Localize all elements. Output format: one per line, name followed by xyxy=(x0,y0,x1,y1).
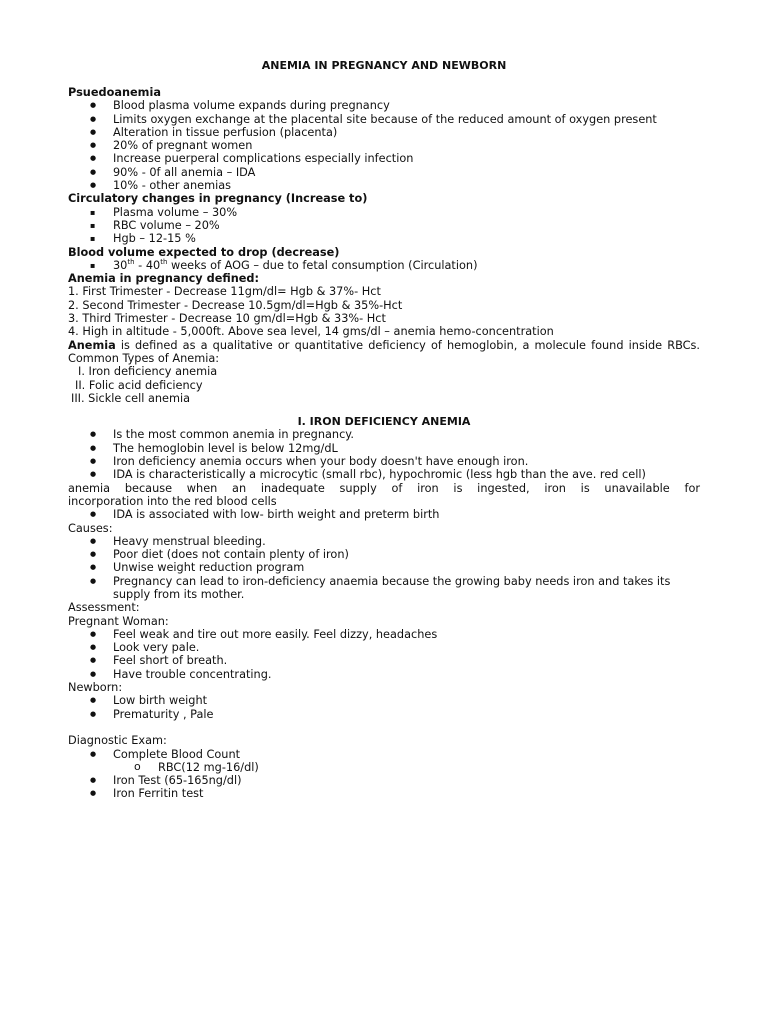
list-item: ▪ Hgb – 12-15 % xyxy=(68,232,700,245)
anemia-type: II. Folic acid deficiency xyxy=(75,378,203,392)
list-item: ● Prematurity , Pale xyxy=(68,708,700,721)
common-types-heading: Common Types of Anemia: xyxy=(68,351,220,365)
newborn-heading: Newborn: xyxy=(68,681,123,695)
list-item: ● Is the most common anemia in pregnancy. xyxy=(68,428,700,441)
altitude-line: 4. High in altitude - 5,000ft. Above sea level, 14 gms/dl – anemia hemo-concentration xyxy=(68,325,554,339)
list-item: ● Iron Ferritin test xyxy=(68,787,700,800)
list-item: ● Increase puerperal complications especially infection xyxy=(68,152,700,165)
list-item: ● Heavy menstrual bleeding. xyxy=(68,535,700,548)
trimester-line: 2. Second Trimester - Decrease 10.5gm/dl=Hgb & 35%-Hct xyxy=(68,298,403,312)
list-item: ● Feel weak and tire out more easily. Feel dizzy, headaches xyxy=(68,628,700,641)
sub-list-item: o RBC(12 mg-16/dl) xyxy=(68,761,700,774)
list-item: ● The hemoglobin level is below 12mg/dL xyxy=(68,442,700,455)
document-title: ANEMIA IN PREGNANCY AND NEWBORN xyxy=(261,59,507,72)
list-item: ● Complete Blood Count xyxy=(68,748,700,761)
list-item: ▪ Plasma volume – 30% xyxy=(68,206,700,219)
list-item: ● 10% - other anemias xyxy=(68,179,700,192)
list-item: ● 20% of pregnant women xyxy=(68,139,700,152)
pseudoanemia-heading: Psuedoanemia xyxy=(68,86,161,99)
anemia-type: I. Iron deficiency anemia xyxy=(78,365,218,379)
blood-drop-heading: Blood volume expected to drop (decrease) xyxy=(68,245,340,259)
ida-paragraph-line: anemia because when an inadequate supply of iron is ingested, iron is unavailable for xyxy=(68,481,700,495)
anemia-defined-heading: Anemia in pregnancy defined: xyxy=(68,272,260,286)
diagnostic-heading: Diagnostic Exam: xyxy=(68,734,167,748)
trimester-line: 3. Third Trimester - Decrease 10 gm/dl=Hgb & 33%- Hct xyxy=(68,312,386,326)
list-item: ▪ 30th - 40th weeks of AOG – due to fetal consumption (Circulation) xyxy=(68,259,700,272)
list-item: ● Look very pale. xyxy=(68,641,700,654)
list-item: ● Alteration in tissue perfusion (placenta) xyxy=(68,126,700,139)
anemia-definition: Anemia is defined as a qualitative or quantitative deficiency of hemoglobin, a molecule found inside RBCs. xyxy=(68,338,700,352)
pregnant-woman-heading: Pregnant Woman: xyxy=(68,614,169,628)
list-item: ▪ RBC volume – 20% xyxy=(68,219,700,232)
list-item: ● Unwise weight reduction program xyxy=(68,561,700,574)
circulatory-heading: Circulatory changes in pregnancy (Increase to) xyxy=(68,192,368,206)
ida-paragraph-line: incorporation into the red blood cells xyxy=(68,494,277,508)
assessment-heading: Assessment: xyxy=(68,601,140,615)
list-item: ● 90% - 0f all anemia – IDA xyxy=(68,166,700,179)
anemia-type: III. Sickle cell anemia xyxy=(71,391,191,405)
ida-heading: I. IRON DEFICIENCY ANEMIA xyxy=(297,415,471,429)
list-item: ● Blood plasma volume expands during pregnancy xyxy=(68,99,700,112)
trimester-line: 1. First Trimester - Decrease 11gm/dl= Hgb & 37%- Hct xyxy=(68,285,381,299)
document-body xyxy=(68,86,700,801)
causes-heading: Causes: xyxy=(68,521,113,535)
list-item: ● IDA is associated with low- birth weight and preterm birth xyxy=(68,508,700,521)
list-item: ● Pregnancy can lead to iron-deficiency anaemia because the growing baby needs iron and takes its supply from its mother. xyxy=(68,575,700,602)
list-item: ● Limits oxygen exchange at the placental site because of the reduced amount of oxygen present xyxy=(68,113,700,126)
list-item: ● Feel short of breath. xyxy=(68,654,700,667)
list-item: ● Iron deficiency anemia occurs when your body doesn't have enough iron. xyxy=(68,455,700,468)
list-item: ● Iron Test (65-165ng/dl) xyxy=(68,774,700,787)
list-item: ● Low birth weight xyxy=(68,694,700,707)
list-item: ● IDA is characteristically a microcytic (small rbc), hypochromic (less hgb than the ave. red cell) xyxy=(68,468,700,481)
list-item: ● Have trouble concentrating. xyxy=(68,668,700,681)
list-item: ● Poor diet (does not contain plenty of iron) xyxy=(68,548,700,561)
